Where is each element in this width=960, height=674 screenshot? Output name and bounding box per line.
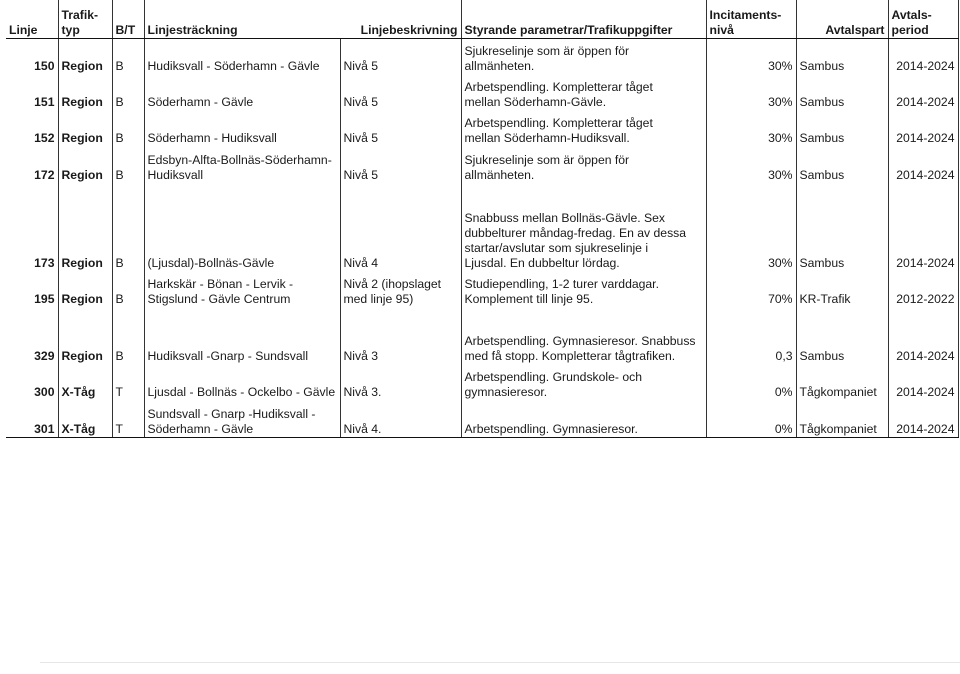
cell-bt: B	[112, 39, 144, 74]
cell-incitament: 0%	[706, 364, 796, 400]
cell-bt: T	[112, 364, 144, 400]
cell-linjebeskrivning-line: Nivå 5	[343, 58, 379, 73]
cell-styrande	[461, 110, 706, 146]
cell-linjestrackning	[144, 400, 340, 438]
cell-avtalsperiod: 2014-2024	[888, 110, 958, 146]
cell-styrande-line: Ljusdal. En dubbeltur lördag.	[464, 255, 620, 270]
cell-linjebeskrivning-line: Nivå 5	[343, 94, 379, 109]
cell-avtalspart: Tågkompaniet	[799, 384, 877, 399]
cell-styrande	[461, 364, 706, 400]
cell-trafiktyp: Region	[58, 39, 112, 74]
cell-styrande-line: Snabbuss mellan Bollnäs-Gävle. Sex	[464, 210, 666, 225]
header-trafiktyp: Trafik- typ	[58, 0, 112, 39]
cell-trafiktyp: Region	[58, 183, 112, 271]
cell-incitament: 30%	[706, 39, 796, 74]
cell-linjebeskrivning-line: Nivå 3	[343, 348, 379, 363]
cell-incitament: 30%	[706, 183, 796, 271]
table-row	[6, 146, 958, 183]
cell-linjebeskrivning-line: Nivå 4	[343, 255, 379, 270]
cell-incitament: 0,3	[706, 307, 796, 364]
cell-bt: B	[112, 183, 144, 271]
cell-linjebeskrivning	[340, 364, 461, 400]
cell-linje: 329	[6, 307, 58, 364]
cell-trafiktyp: X-Tåg	[58, 364, 112, 400]
cell-linjestrackning-line: Edsbyn-Alfta-Bollnäs-Söderhamn-	[147, 152, 332, 167]
contract-table-sheet	[6, 0, 958, 438]
cell-styrande-line: Arbetspendling. Kompletterar tåget	[464, 115, 653, 130]
table-row	[6, 400, 958, 438]
cell-linjestrackning	[144, 183, 340, 271]
header-linjebeskrivning: Linjebeskrivning	[340, 0, 461, 39]
cell-styrande	[461, 146, 706, 183]
cell-avtalsperiod: 2014-2024	[888, 146, 958, 183]
header-styrande: Styrande parametrar/Trafikuppgifter	[461, 0, 706, 39]
cell-bt: B	[112, 110, 144, 146]
header-incitament: Incitaments- nivå	[706, 0, 796, 39]
cell-styrande-line: allmänheten.	[464, 167, 535, 182]
cell-linjestrackning-line: Harkskär - Bönan - Lervik -	[147, 276, 294, 291]
cell-trafiktyp: Region	[58, 146, 112, 183]
table-row	[6, 39, 958, 74]
header-avtalspart: Avtalspart	[796, 0, 888, 39]
cell-bt: B	[112, 307, 144, 364]
cell-linjebeskrivning	[340, 271, 461, 307]
cell-bt: B	[112, 271, 144, 307]
cell-linjestrackning	[144, 110, 340, 146]
cell-styrande-line: mellan Söderhamn-Hudiksvall.	[464, 130, 630, 145]
cell-linjestrackning-line: Ljusdal - Bollnäs - Ockelbo - Gävle	[147, 384, 336, 399]
cell-incitament: 70%	[706, 271, 796, 307]
page-bottom-rule	[40, 662, 960, 663]
cell-linje: 151	[6, 74, 58, 110]
cell-avtalsperiod: 2014-2024	[888, 74, 958, 110]
cell-trafiktyp: X-Tåg	[58, 400, 112, 438]
cell-linjebeskrivning-line: Nivå 4.	[343, 422, 382, 436]
cell-avtalsperiod: 2014-2024	[888, 183, 958, 271]
cell-linjestrackning-line: Sundsvall - Gnarp -Hudiksvall -	[147, 407, 316, 421]
cell-avtalspart: Sambus	[799, 255, 845, 270]
cell-linjestrackning	[144, 364, 340, 400]
cell-styrande-line: mellan Söderhamn-Gävle.	[464, 94, 607, 109]
table-row	[6, 307, 958, 364]
cell-incitament: 30%	[706, 110, 796, 146]
cell-linje: 173	[6, 183, 58, 271]
cell-avtalsperiod: 2012-2022	[888, 271, 958, 307]
cell-linjebeskrivning-line: med linje 95)	[343, 291, 414, 306]
cell-avtalspart: Sambus	[799, 348, 845, 363]
cell-linjebeskrivning	[340, 74, 461, 110]
cell-bt: B	[112, 74, 144, 110]
cell-linjestrackning	[144, 271, 340, 307]
cell-incitament: 30%	[706, 74, 796, 110]
cell-styrande	[461, 307, 706, 364]
cell-linjestrackning-line: Söderhamn - Hudiksvall	[147, 130, 277, 145]
cell-avtalspart: Sambus	[799, 167, 845, 182]
cell-linjestrackning-line: Hudiksvall - Söderhamn - Gävle	[147, 58, 320, 73]
cell-styrande	[461, 39, 706, 74]
cell-linjebeskrivning	[340, 400, 461, 438]
cell-linjebeskrivning	[340, 183, 461, 271]
cell-trafiktyp: Region	[58, 307, 112, 364]
cell-linje: 172	[6, 146, 58, 183]
cell-linjestrackning-line: (Ljusdal)-Bollnäs-Gävle	[147, 255, 275, 270]
cell-linjebeskrivning-line: Nivå 2 (ihopslaget	[343, 276, 442, 291]
cell-avtalspart: Sambus	[799, 58, 845, 73]
table-row	[6, 110, 958, 146]
cell-styrande-line: Arbetspendling. Grundskole- och	[464, 369, 642, 384]
cell-linjestrackning	[144, 146, 340, 183]
cell-styrande	[461, 74, 706, 110]
cell-avtalsperiod: 2014-2024	[888, 307, 958, 364]
header-avtalsperiod: Avtals- period	[888, 0, 958, 39]
cell-styrande	[461, 183, 706, 271]
cell-trafiktyp: Region	[58, 110, 112, 146]
cell-styrande-line: med få stopp. Kompletterar tågtrafiken.	[464, 348, 676, 363]
cell-linje: 301	[6, 400, 58, 438]
header-bt: B/T	[112, 0, 144, 39]
cell-styrande-line: startar/avslutar som sjukreselinje i	[464, 240, 649, 255]
cell-avtalspart: KR-Trafik	[799, 291, 851, 306]
cell-incitament: 30%	[706, 146, 796, 183]
cell-styrande-line: Sjukreselinje som är öppen för	[464, 43, 630, 58]
cell-trafiktyp: Region	[58, 271, 112, 307]
cell-linje: 152	[6, 110, 58, 146]
header-row	[6, 0, 958, 39]
cell-linjestrackning-line: Stigslund - Gävle Centrum	[147, 291, 291, 306]
cell-styrande-line: Arbetspendling. Gymnasieresor. Snabbuss	[464, 333, 696, 348]
cell-styrande-line: gymnasieresor.	[464, 384, 548, 399]
cell-avtalspart: Sambus	[799, 130, 845, 145]
cell-linjestrackning	[144, 39, 340, 74]
cell-avtalspart: Tågkompaniet	[796, 400, 888, 438]
cell-avtalsperiod: 2014-2024	[888, 364, 958, 400]
cell-styrande-line: allmänheten.	[464, 58, 535, 73]
cell-linje: 195	[6, 271, 58, 307]
line-contract-table	[6, 0, 959, 438]
table-row	[6, 74, 958, 110]
cell-styrande-line: Sjukreselinje som är öppen för	[464, 152, 630, 167]
header-linjestrackning: Linjesträckning	[144, 0, 340, 39]
table-row	[6, 271, 958, 307]
cell-linjestrackning-line: Söderhamn - Gävle	[147, 94, 254, 109]
cell-linjebeskrivning	[340, 146, 461, 183]
cell-linjebeskrivning-line: Nivå 5	[343, 167, 379, 182]
cell-styrande-line: Arbetspendling. Gymnasieresor.	[464, 422, 638, 436]
cell-linjebeskrivning	[340, 110, 461, 146]
header-linje: Linje	[6, 0, 58, 39]
cell-styrande-line: Komplement till linje 95.	[464, 291, 594, 306]
cell-bt: B	[112, 146, 144, 183]
cell-linjestrackning-line: Hudiksvall	[147, 167, 204, 182]
cell-linjebeskrivning	[340, 39, 461, 74]
cell-trafiktyp: Region	[58, 74, 112, 110]
cell-styrande-line: Arbetspendling. Kompletterar tåget	[464, 79, 653, 94]
cell-linje: 150	[6, 39, 58, 74]
cell-styrande-line: Studiependling, 1-2 turer varddagar.	[464, 276, 659, 291]
cell-incitament: 0%	[706, 400, 796, 438]
cell-linjestrackning-line: Söderhamn - Gävle	[147, 422, 254, 436]
cell-linjebeskrivning-line: Nivå 5	[343, 130, 379, 145]
cell-bt: T	[112, 400, 144, 438]
cell-linjebeskrivning	[340, 307, 461, 364]
cell-styrande	[461, 400, 706, 438]
table-row	[6, 183, 958, 271]
cell-avtalsperiod: 2014-2024	[888, 39, 958, 74]
cell-styrande-line: dubbelturer måndag-fredag. En av dessa	[464, 225, 687, 240]
cell-styrande	[461, 271, 706, 307]
cell-avtalspart: Sambus	[799, 94, 845, 109]
cell-linjestrackning	[144, 307, 340, 364]
table-row	[6, 364, 958, 400]
cell-linje: 300	[6, 364, 58, 400]
cell-linjebeskrivning-line: Nivå 3.	[343, 384, 382, 399]
cell-avtalsperiod: 2014-2024	[888, 400, 958, 438]
cell-linjestrackning	[144, 74, 340, 110]
cell-linjestrackning-line: Hudiksvall -Gnarp - Sundsvall	[147, 348, 309, 363]
